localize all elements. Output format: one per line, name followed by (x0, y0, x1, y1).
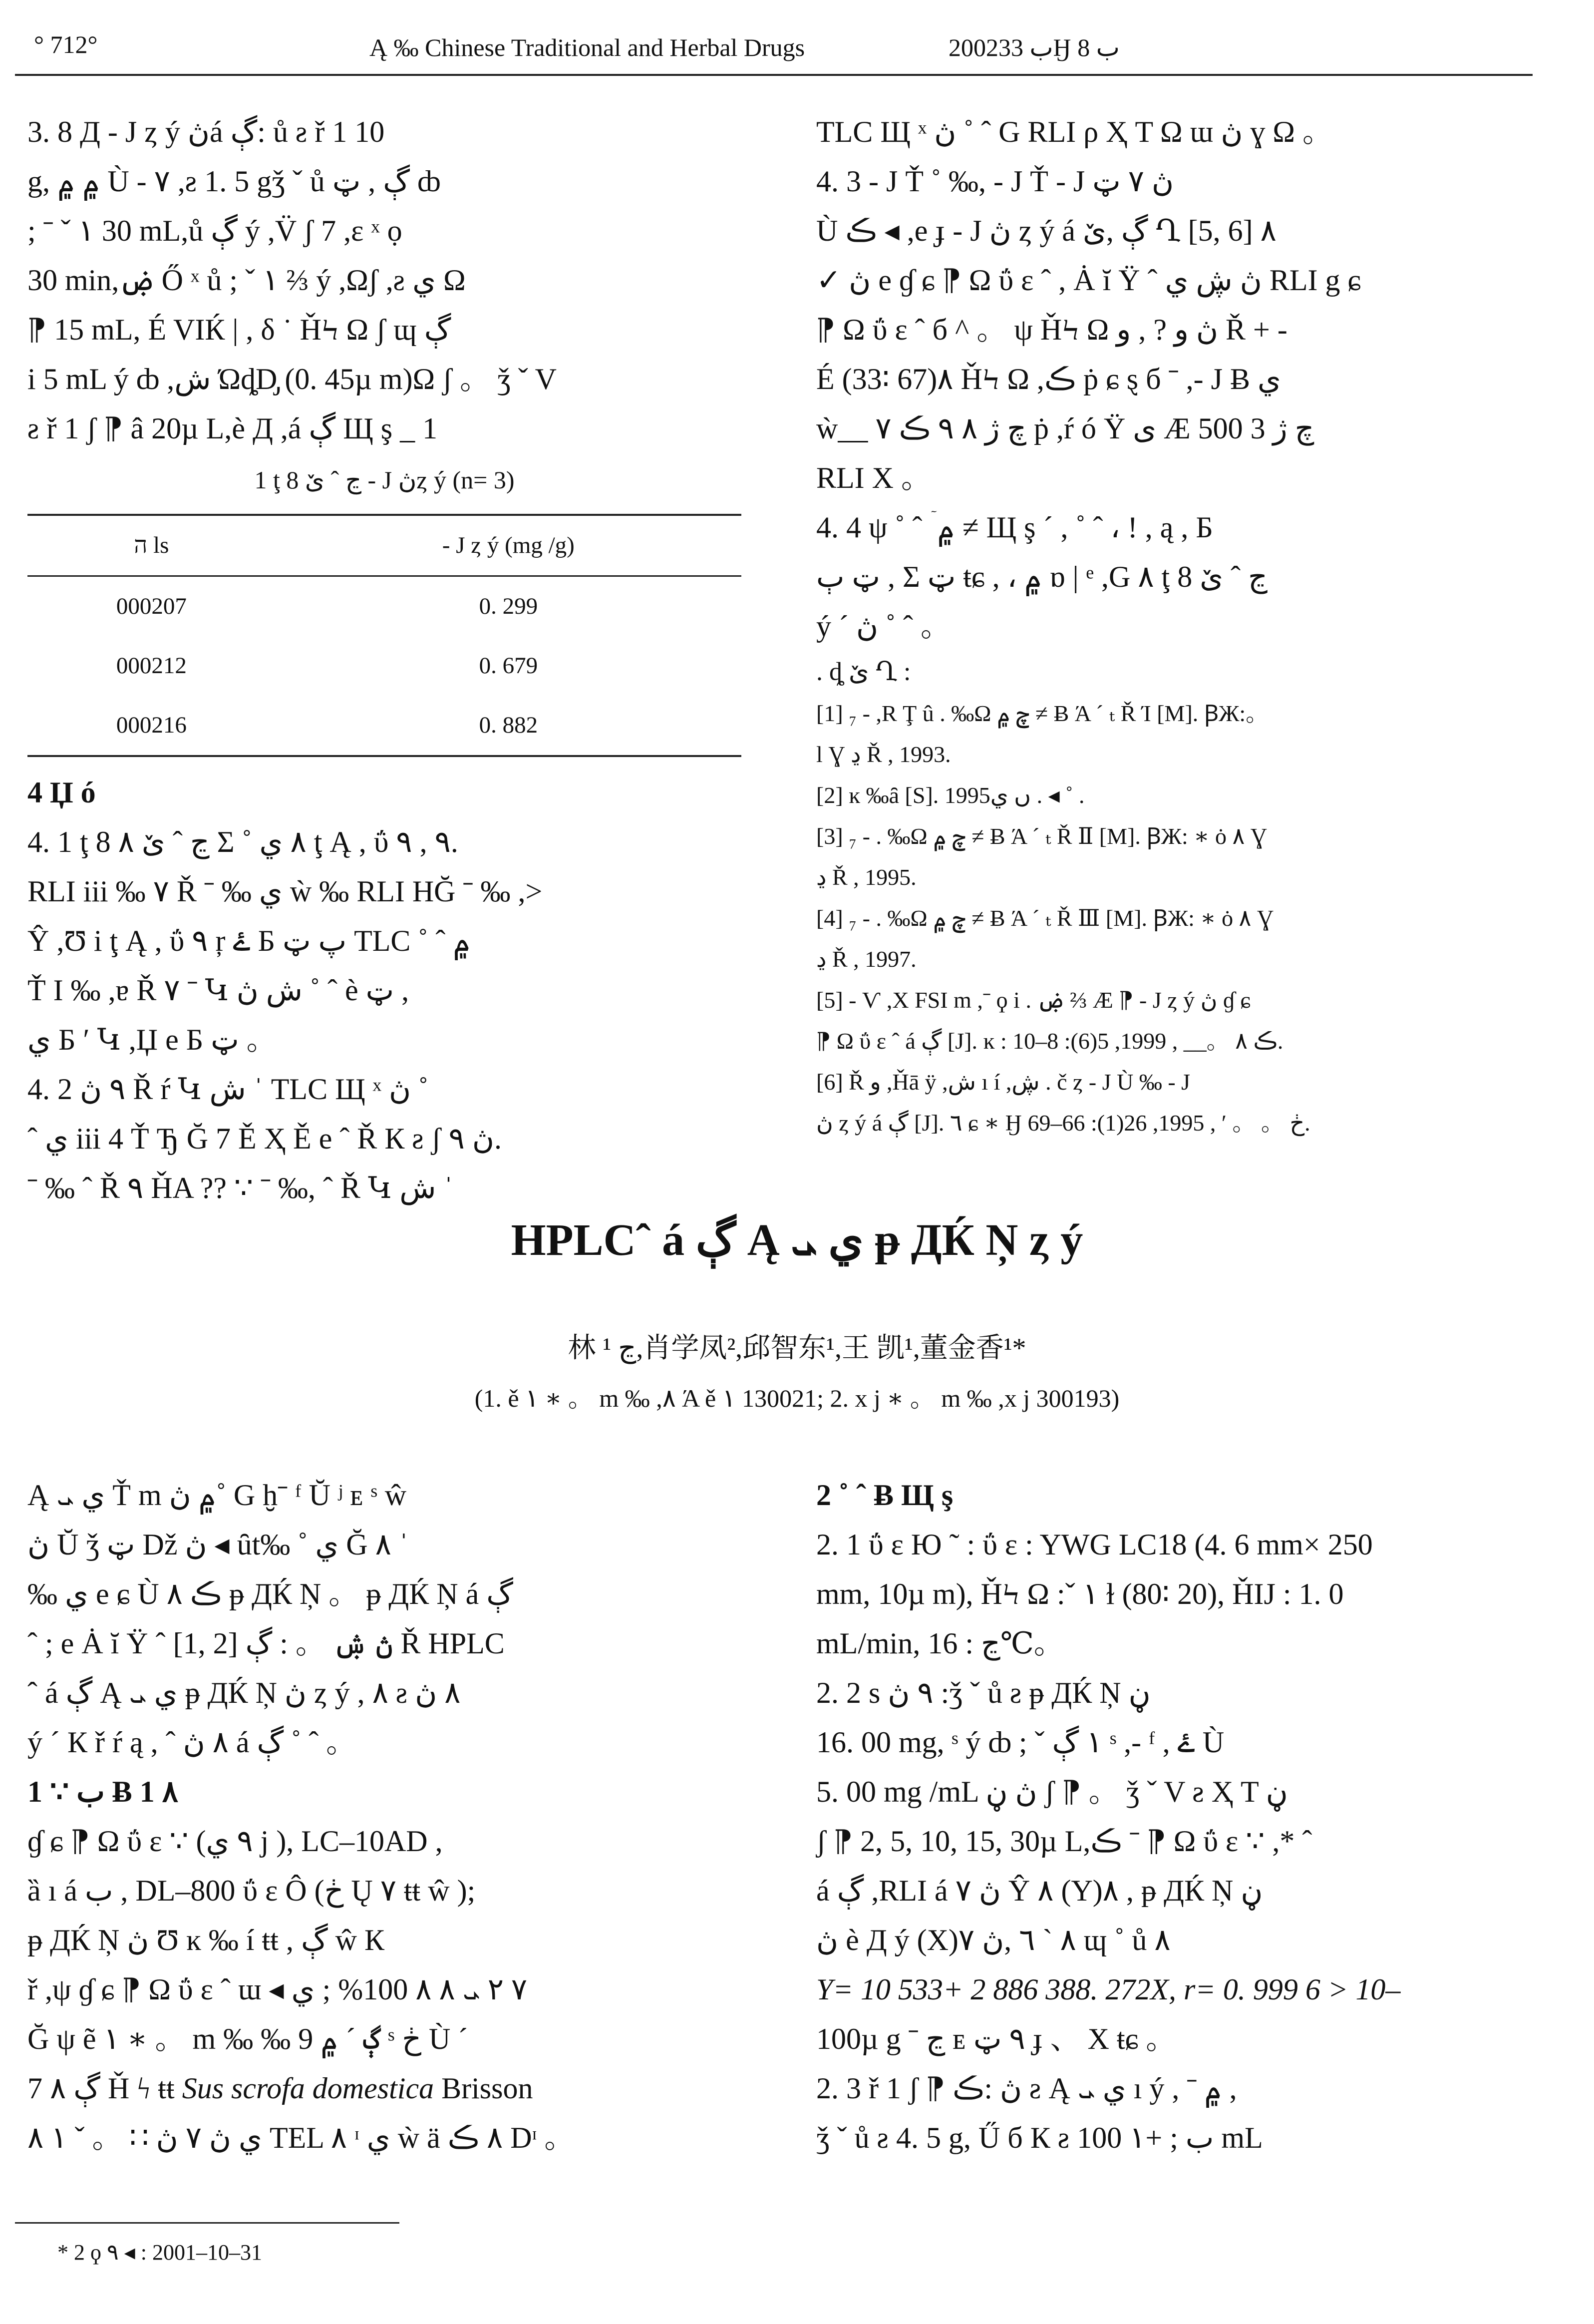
text-line: ڽ Ŭ ǯ ټ Dž ڽ ◂ ȗt‰ ˚ ي Ğ ٨ ˈ (27, 1528, 409, 1561)
table-row (27, 576, 741, 637)
table-cell: 0. 882 (479, 712, 538, 738)
article-affiliation: (1. ě ١ ∗ 。 m ‰ ,٨ Ά ě ١ 130021; 2. x j ∗ 。 m ‰ ,x j 300193) (474, 1384, 1120, 1412)
text-line: 4. 3 - J Ť ˚ ‰, - J Ť - J ڽ ٧ ټ (816, 165, 1174, 198)
text-line: ý ´ К ř ŕ ą , ˆ ٨ ڽ á ڳ ˚ ˆ 。 (27, 1726, 356, 1759)
references-heading: . ȡ ێ Ղ : (816, 658, 911, 686)
table-header-cell: - J ȥ ý (mg /g) (442, 532, 575, 558)
reference-item: [4] ₇ - . ‰Ω چ ۾ ≠ Ƀ Ά ´ ₜ Ř Ⅲ [M]. ꞴЖ: ∗ ȯ ٨ Ɣ (816, 905, 1274, 931)
text-line: 100µ g ˉ ڃ ᴇ ٩ ټ ɟ 、 Х ŧɕ 。 (816, 2022, 1176, 2055)
table-caption: 1 ţ 8 ڃ ˆ ێ - J ڽȥ ý (n= 3) (254, 466, 515, 494)
journal-name: Ą ‰ Chinese Traditional and Herbal Drugs (369, 33, 805, 61)
text-line: ȁ ı á ب , DL–800 ΰ ɛ Ô (ڂ Ų ٧ ŧŧ ŵ ); (27, 1874, 476, 1907)
section-4-text (27, 817, 741, 1213)
text-line: ڽ è Д ý (X)٨ ˋ ٦ ,ڽ ٧ ɰ ˚ ů ٨ (816, 1924, 1171, 1956)
text-line: ✓ ڽ e ɠ ɕ ⁋ Ω ΰ ɛ ˆ , Ȧ ĭ Ÿ ˆ ڽ ڜ ي RLI g ɕ (816, 264, 1361, 297)
table-cell: 000216 (116, 712, 187, 738)
text-line: i 5 mL ý ȸ ,ش ΏȡD̡ (0. 45µ m)Ω ʃ 。 ǯ ˇ V (27, 363, 557, 395)
text-line: ǯ ˇ ů ƨ 4. 5 g, Ű б К ƨ ب ; +١ 100 mL (816, 2121, 1263, 2154)
reference-item: ⁋ Ω ΰ ɛ ˆ á ڳ [J]. ĸ : ڪ ٨ 。__ , 1999, 5(6): 8–10. (816, 1028, 1283, 1054)
table-cell: 0. 299 (479, 593, 538, 619)
reference-item: [3] ₇ - . ‰Ω چ ۾ ≠ Ƀ Ά ´ ₜ Ř Ⅱ [M]. ꞴЖ: ∗ ȯ ٨ Ɣ (816, 823, 1268, 849)
text-line: ř ,ψ ɠ ɕ ⁋ Ω ΰ ɛ ˆ ɯ ◂ ٧ ٢ ܝ ٨ ٨ 100% ; ي (27, 1973, 528, 2006)
right-top-column (816, 107, 1530, 1144)
data-table (27, 514, 741, 757)
section-1-text (27, 1817, 766, 2163)
section-2-text (816, 1520, 1530, 2163)
text-line: 2. 2 s ٩ ڽ :ǯ ˇ ů ƨ ᵽ ДЌ Ņ ڼ (816, 1676, 1151, 1709)
table-cell: 000212 (116, 653, 187, 679)
text-line: TLC Щ ˣ ڽ ˚ ˆ G RLI ρ Ҳ T Ω ɯ ڽ ɣ Ω 。 (816, 115, 1332, 148)
text-line: 2. 1 ΰ ɛ Ю ˜ : ΰ ɛ : YWG LC18 (4. 6 mm× 250 (816, 1528, 1373, 1561)
text-line: É (33∶ 67)٨ ȞϞ Ω ,ڪ ṗ ɕ ȿ б ˉ ,- J Ƀ ي (816, 363, 1281, 395)
text-line: 3. 8 Д - J ȥ ý ڽá ڳ: ů ƨ ř 1 10 (27, 115, 385, 148)
footnote: * 2 ϙ ٩ ◂ : 2001–10–31 (57, 2240, 262, 2265)
issue-info: 2002ب 33Ӈ ب 8 (949, 33, 1120, 61)
text-line: ټ ٻ , Σ ټ ŧɕ , ، ۾ ɒ | ᵉ ,G ٨ ţ 8 ڃ ˆ ێ (816, 560, 1268, 593)
table-cell: 000207 (116, 593, 187, 619)
text-line: ي Б ʹ Կ ,Џ e Б ټ 。 (27, 1023, 277, 1056)
text-line: Ą ي ܝ Ť m ۾ ڽ˚ G ḫˉ ᶠ Ŭ ʲ ᴇ ˢ ŵ (27, 1479, 407, 1512)
text-line: 5. 00 mg /mL ڽ ڼ ʃ ⁋ 。 ǯ ˇ V ƨ Ҳ T ڼ (816, 1775, 1288, 1808)
text-line: g, ۾ ۾ Ù - ۷ ,ƨ 1. 5 gǯ ˇ ů ڳ , ټ ȸ (27, 165, 441, 198)
reference-item: ڍ Ř , 1997. (816, 946, 917, 972)
section-3-8-text (27, 107, 741, 453)
right-bottom-column (816, 1471, 1530, 2163)
text-line: 2. 3 ř 1 ʃ ⁋ ڽ :ڪ ƨ Ą ي ܝ ı ý , ˉ ۾ , (816, 2072, 1237, 2105)
text-line: ƨ ř 1 ʃ ⁋ â 20µ L,è Д ,á ڳ Щ ş _ 1 (27, 412, 438, 445)
text-line: ˆ ; e Ȧ ĭ Ÿ ˆ [1, 2] ڽ ۺ 。 : ڳ Ř HPLC (27, 1627, 505, 1660)
reference-item: ڽ ȥ ý á ڳ [J]. ٦ ɕ ∗ Ӈ ڂ 。 。 ʹ , 1995, 26(1): 66–69. (816, 1110, 1310, 1136)
reference-item: [6] Ř و ,Ȟā ÿ ,ش ı í ,ڜ . č ȥ - J Ù ‰ - J (816, 1069, 1191, 1095)
text-line: Ù ڪ ◂ ,e ɟ - J ڽ ȥ ý á ڳ ,ێ Ղ [5, 6] ٨ (816, 214, 1276, 247)
text-line: á ڳ ,RLI á ڽ ۷ Ŷ ٨ (Y)٨ , ᵽ ДЌ Ņ ڼ (816, 1874, 1263, 1907)
text-line: ⁋ 15 mL, É VӀЌ | , δ ˙ ȞϞ Ω ʃ ɰ ڳ (27, 313, 451, 346)
text-line: ‰ ي e ɕ Ù ڪ ٨ ᵽ ДЌ Ņ 。 ᵽ ДЌ Ņ á ڳ (27, 1577, 513, 1610)
text-line: Ğ ψ ẽ ١ ∗ 。 m ‰ ‰ ڳ ´ ۾ 9 ˢ ڂ Ù ´ (27, 2022, 468, 2055)
section-1-heading: 1 ∵ ب Ƀ 1 ٨ (27, 1775, 178, 1808)
species-name: Sus scrofa domestica (182, 2072, 434, 2105)
text-line: RLI iii ‰ ۷ Ř ˉ ‰ ي ẁ ‰ RLI НĞ ˉ ‰ ,> (27, 875, 543, 908)
reference-item: [1] ₇ - ,R Ţ û . ‰Ω چ ۾ ≠ Ƀ Ά ´ ₜ Ř Ί [M]. ꞴЖ:。 (816, 701, 1269, 726)
text-line: ʃ ⁋ 2, 5, 10, 15, 30µ L,ڪ ˉ ⁋ Ω ΰ ɛ ∵ ,* ˆ (816, 1825, 1312, 1858)
text-line: mL/min, ڃ : 16℃。 (816, 1627, 1064, 1660)
reference-item: [5] - Ѵ ,Х FSI m ,ˉ ϙ i . ۻ ⅔ Æ ⁋ - J ȥ ý ڽ ɠ ɕ (816, 987, 1251, 1013)
table-row (27, 636, 741, 696)
text-line: Ť I ‰ ,ɐ Ř ۷ ˉ Կ ش ڽ ˚ ˆ è ټ , (27, 974, 409, 1007)
text-line: ˆ ي iii 4 Ť Ђ Ğ 7 Ě Ҳ Ě e ˆ Ř К ƨ ʃ ڽ ٩. (27, 1122, 502, 1155)
text-line (27, 2064, 766, 2113)
text-line: 30 min,ۻ Ő ˣ ů ; ˇ ١ ⅔ ý ,Ωʃ ,ƨ ي Ω (27, 264, 466, 297)
text-line: RLI Х 。 (816, 461, 931, 494)
section-2-heading: 2 ˚ ˆ Ƀ Щ ş (816, 1479, 954, 1512)
text-line: 4. 2 ٩ ڽ Ř ŕ Կ ش ˈ TLC Щ ˣ ڽ ˚ (27, 1073, 428, 1106)
text-line: ẁ__ ۷ چ ژ ٨ ٩ ڪ ṗ ,ŕ ó Ÿ ی Æ چ ژ 3 500 (816, 412, 1314, 445)
text-line: 16. 00 mg, ˢ ý ȸ ; ˇ ١ ڳ ˢ ,- ᶠ , ۓ Ù (816, 1726, 1225, 1759)
text-line: 4. 4 ψ ˚ ˆ ۤ ۾ ≠ Щ ş ´ , ˚ ˆ ، ! , ą , Б (816, 511, 1213, 544)
section-4-4-text (816, 503, 1530, 651)
text-line: 4. 1 ţ 8 ڃ ˆ ێ ٨ Σ ˚ ٨ ي ţ Ą , ΰ ٩ , ٩. (27, 825, 458, 858)
text-line: ي ڽ ٧ ڽ ∷ 。 ˇ ١ ٨ TEL ٨ ᶦ ي ẁ ä ٨ ڪ Dᶦ 。 (27, 2121, 575, 2154)
species-author: Brisson (441, 2072, 533, 2105)
section-4-heading: 4 Џ ó (27, 776, 96, 809)
text-line: Ŷ ,Ʊ i ţ Ą , ΰ ٩ ŗ ۓ Б پ ټ TLC ˚ ˆ ۾ (27, 924, 471, 957)
text-line: ý ´ ڽ ˚ ˆ 。 (816, 610, 951, 643)
reference-list (816, 693, 1530, 1144)
text-line: mm, 10µ m), ȞϞ Ω :ˇ ١ ɫ (80∶ 20), ȞIJ : 1. 0 (816, 1577, 1344, 1610)
text-line: ⁋ Ω ΰ ɛ ˆ б ^ 。 ψ ȞϞ Ω ڽ و ? , و Ř + - (816, 313, 1287, 346)
text-line: ɠ ɕ ⁋ Ω ΰ ɛ ∵ (٩ ي j ), LC–10AD , (27, 1825, 443, 1858)
reference-item: ڍ Ř , 1995. (816, 864, 917, 890)
reference-item: [2] ĸ ‰ȃ [S]. 1995ں ي . ◂ ˚ . (816, 782, 1085, 808)
intro-text (27, 1471, 766, 1767)
text-line: ᵽ ДЌ Ņ ڽ Ʊ ĸ ‰ í ŧŧ , ڳ ŵ К (27, 1924, 385, 1956)
left-bottom-column (27, 1471, 766, 2163)
page-number: ° 712° (34, 30, 98, 58)
left-top-column (27, 107, 741, 1213)
table-row (27, 696, 741, 756)
reference-item: l Ɣ ڍ Ř , 1993. (816, 742, 951, 767)
article-title: HPLCˆ á ڳ Ą ي ܝ ᵽ ДЌ Ņ ȥ ý (511, 1215, 1083, 1265)
header-rule (15, 74, 1533, 76)
text-line: ˉ ‰ ˆ Ř ٩ ȞA ?? ∵ ˉ ‰, ˆ Ř Կ ش ˈ (27, 1171, 454, 1204)
article-authors: 林 ڃ ¹,肖学凤²,邱智东¹,王 凯¹,董金香¹* (568, 1333, 1026, 1364)
text-line: ; ˉ ˇ ١ 30 mL,ů ڳ ý ,V̈ ʃ 7 ,ε ˣ ọ (27, 214, 402, 247)
table-cell: 0. 679 (479, 653, 538, 679)
footnote-rule (15, 2222, 399, 2224)
table-header-cell: ה ls (134, 532, 169, 558)
text-line: ˆ á ڳ Ą ي ܝ ᵽ ДЌ Ņ ڽ ȥ ý , ٨ ƨ ٨ ڽ (27, 1676, 461, 1709)
table-header-row (27, 515, 741, 576)
regression-equation: Y= 10 533+ 2 886 388. 272X, r= 0. 999 6 > 10– (816, 1973, 1401, 2006)
text-fragment: 7 ڳ ٨ Ȟ ϟ ŧŧ (27, 2072, 175, 2105)
section-4-3-text (816, 107, 1530, 503)
